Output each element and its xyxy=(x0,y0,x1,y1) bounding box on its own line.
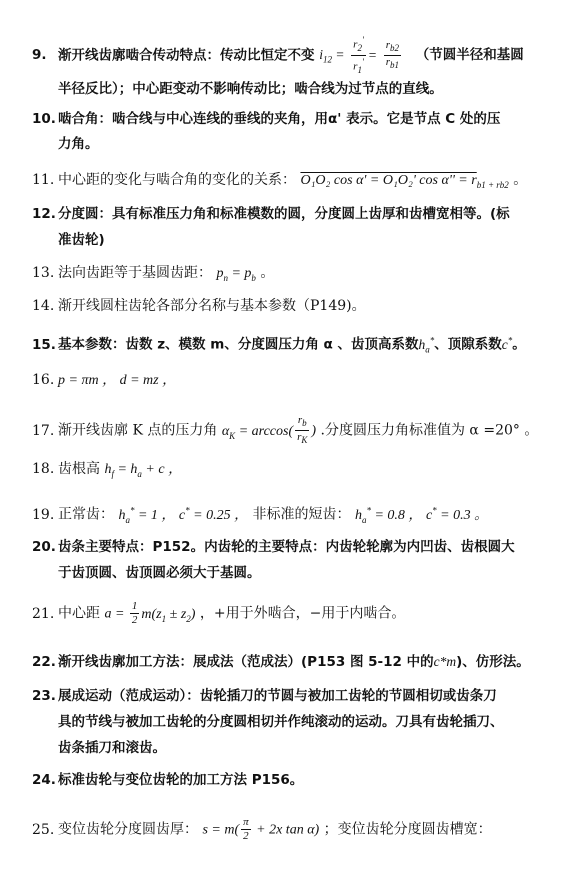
fraction-half: $\frac{1}{2}$ xyxy=(131,600,138,626)
fraction-rb2-rb1: $\frac{r_{b2}}{r_{b1}}$ xyxy=(385,38,399,71)
item-20 xyxy=(32,537,544,557)
item-text: 展成运动（范成运动）：齿轮插刀的节圆与被加工齿轮的节圆相切或齿条刀 xyxy=(58,688,497,704)
item-text: 基本参数：齿数 z、模数 m、分度圆压力角 α 、齿顶高系数 xyxy=(58,336,419,353)
item-number: 24. xyxy=(32,772,56,788)
item-text-tail: .分度圆压力角标准值为 α =20° 。 xyxy=(316,422,539,439)
item-23 xyxy=(32,686,544,706)
item-text: 渐开线圆柱齿轮各部分名称与基本参数（P149)。 xyxy=(58,298,366,314)
item-24 xyxy=(32,770,544,790)
item-text: 渐开线齿廓加工方法：展成法（范成法）(P153 图 5-12 中的 xyxy=(58,654,434,670)
punct: 。 xyxy=(260,265,275,281)
item-14 xyxy=(32,296,544,316)
item-number: 18. xyxy=(32,461,55,477)
item-number: 15. xyxy=(32,336,56,353)
item-number: 16. xyxy=(32,372,55,388)
item-9: 9. 渐开线齿廓啮合传动特点：传动比恒定不变 $i_{12}$ = $\frac{r_2'}{r_1'}$ = $\frac{r_{b2}}{r_{b1}}$ （节圆半径和基圆 xyxy=(32,35,524,75)
item-text: 正常齿： xyxy=(58,506,114,523)
punct: 。 xyxy=(513,172,528,188)
item-10 xyxy=(32,109,544,129)
item-number: 25. xyxy=(32,821,55,838)
item-text-tail: ；变位齿轮分度圆齿槽宽： xyxy=(319,821,492,838)
item-25: 25. 变位齿轮分度圆齿厚： s = m( $\frac{\pi}{2}$ + 2x tan α) ；变位齿轮分度圆齿槽宽： xyxy=(32,816,492,842)
item-11 xyxy=(32,170,544,195)
item-text: 中心距的变化与啮合角的变化的关系： xyxy=(58,172,296,188)
item-text: 标准齿轮与变位齿轮的加工方法 P156。 xyxy=(58,772,304,788)
item-16 xyxy=(32,370,544,391)
item-22: 22. 渐开线齿廓加工方法：展成法（范成法）(P153 图 5-12 中的c*m)、仿形法。 xyxy=(32,654,530,670)
item-number: 10. xyxy=(32,111,56,127)
item-number: 22. xyxy=(32,654,56,670)
item-text: 中心距 xyxy=(58,605,100,622)
item-number: 17. xyxy=(32,422,55,439)
item-number: 12. xyxy=(32,206,56,222)
item-number: 21. xyxy=(32,605,55,622)
item-text: 法向齿距等于基圆齿距： xyxy=(58,265,212,281)
item-number: 14. xyxy=(32,298,55,314)
item-number: 19. xyxy=(32,506,55,523)
item-text: 渐开线齿廓啮合传动特点：传动比恒定不变 xyxy=(58,47,315,64)
item-23-continuation-2: 齿条插刀和滚齿。 xyxy=(58,740,166,756)
formula-center-distance: O₁O₂ cos α' = O₁O₂' $\cos \alpha'' = r_{b1 + rb2}$ xyxy=(300,173,509,190)
formula-i12: $i_{12}$ = xyxy=(319,47,345,66)
item-text: 齿条主要特点：P152。内齿轮的主要特点：内齿轮轮廓为内凹齿、齿根圆大 xyxy=(58,539,515,555)
item-text: 分度圆：具有标准压力角和标准模数的圆，分度圆上齿厚和齿槽宽相等。(标 xyxy=(58,206,510,222)
item-number: 20. xyxy=(32,539,56,555)
item-number: 13. xyxy=(32,265,55,281)
formula-dedendum: $h_f = h_a + c$ ， xyxy=(104,462,183,479)
item-18 xyxy=(32,459,544,484)
item-number: 9. xyxy=(32,47,47,64)
formula-center-distance-std: a = xyxy=(104,606,128,622)
item-20-continuation: 于齿顶圆、齿顶圆必须大于基圆。 xyxy=(58,565,261,581)
item-number: 11. xyxy=(32,172,55,188)
formula-tooth-thickness: s = m( xyxy=(202,822,240,838)
item-text: 变位齿轮分度圆齿厚： xyxy=(58,821,198,838)
item-text: 渐开线齿廓 K 点的压力角 xyxy=(58,422,218,439)
fraction-r2-r1: $\frac{r_2'}{r_1'}$ xyxy=(353,35,364,75)
formula-pressure-angle: $\alpha_K = \arccos$( xyxy=(221,423,294,441)
item-text: 齿根高 xyxy=(58,461,100,477)
item-17: 17. 渐开线齿廓 K 点的压力角 $\alpha_K = \arccos$( $\frac{r_b}{r_K}$ ) .分度圆压力角标准值为 α =20° 。 xyxy=(32,414,539,446)
item-19: 19. 正常齿： $h_a^* = 1$ ， c* = 0.25 ， 非标准的短齿： $h_a^* = 0.8$ ， c* = 0.3 。 xyxy=(32,505,489,525)
item-number: 23. xyxy=(32,688,56,704)
fraction-pi-2: $\frac{\pi}{2}$ xyxy=(243,816,249,842)
item-9-continuation: 半径反比）；中心距变动不影响传动比；啮合线为过节点的直线。 xyxy=(58,81,443,97)
item-21: 21. 中心距 a = $\frac{1}{2}$ $m(z_1 \pm z_2)$ ，+用于外啮合，−用于内啮合。 xyxy=(32,600,406,626)
item-text-tail: ，+用于外啮合，−用于内啮合。 xyxy=(195,605,406,622)
item-12-continuation: 准齿轮) xyxy=(58,232,105,248)
item-15: 15. 基本参数：齿数 z、模数 m、分度圆压力角 α 、齿顶高系数$h_a^*$、顶隙系数c*。 xyxy=(32,335,526,355)
item-23-continuation-1: 具的节线与被加工齿轮的分度圆相切并作纯滚动的运动。刀具有齿轮插刀、 xyxy=(58,714,504,730)
item-10-continuation: 力角。 xyxy=(58,136,99,152)
item-text: 啮合角：啮合线与中心连线的垂线的夹角，用α' 表示。它是节点 C 处的压 xyxy=(58,111,501,127)
fraction-rb-rk: $\frac{r_b}{r_K}$ xyxy=(297,414,308,446)
item-text-tail: （节圆半径和基圆 xyxy=(415,47,524,64)
formula-pitch-diameter: p = πm ， d = mz ， xyxy=(58,373,177,388)
item-13 xyxy=(32,263,544,288)
item-12 xyxy=(32,204,544,224)
formula-pitch: $p_n = p_b$ xyxy=(216,266,256,283)
